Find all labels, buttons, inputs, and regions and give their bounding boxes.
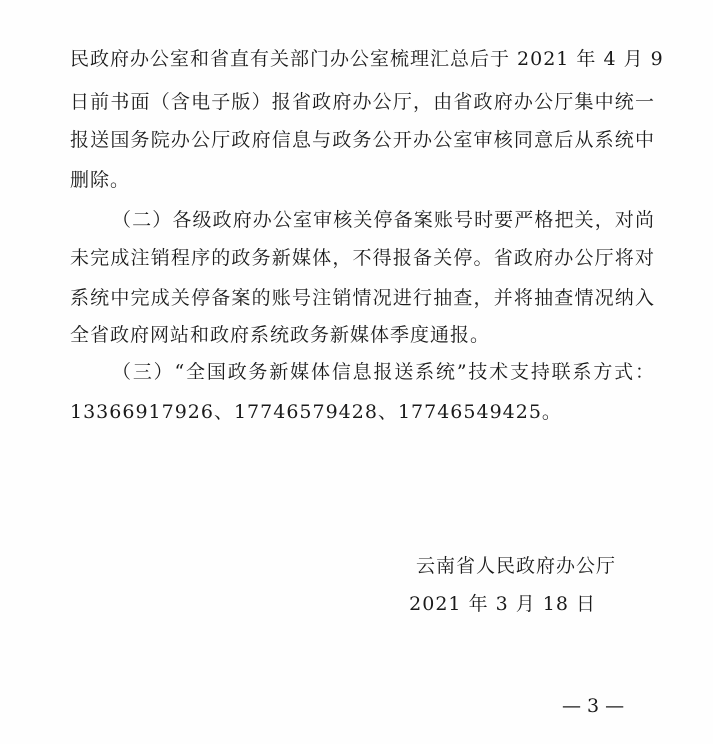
issuer-name: 云南省人民政府办公厅 [415, 555, 616, 577]
section-three-line-1: （三）“全国政务新媒体信息报送系统”技术支持联系方式： [112, 361, 655, 383]
paragraph-line-3: 报送国务院办公厅政府信息与政务公开办公室审核同意后从系统中 [70, 129, 655, 151]
page-number: — 3 — [562, 695, 625, 717]
issue-date: 2021 年 3 月 18 日 [409, 593, 596, 615]
contact-phone-numbers: 13366917926、17746579428、17746549425。 [70, 401, 562, 423]
paragraph-line-2: 日前书面（含电子版）报省政府办公厅，由省政府办公厅集中统一 [70, 91, 655, 113]
section-two-line-1: （二）各级政府办公室审核关停备案账号时要严格把关，对尚 [112, 209, 655, 231]
section-two-line-2: 未完成注销程序的政务新媒体，不得报备关停。省政府办公厅将对 [70, 247, 655, 269]
section-two-line-3: 系统中完成关停备案的账号注销情况进行抽查，并将抽查情况纳入 [70, 287, 655, 309]
paragraph-line-4: 删除。 [70, 169, 131, 191]
paragraph-line-1: 民政府办公室和省直有关部门办公室梳理汇总后于 2021 年 4 月 9 [70, 48, 664, 70]
section-two-line-4: 全省政府网站和政府系统政务新媒体季度通报。 [70, 324, 491, 346]
